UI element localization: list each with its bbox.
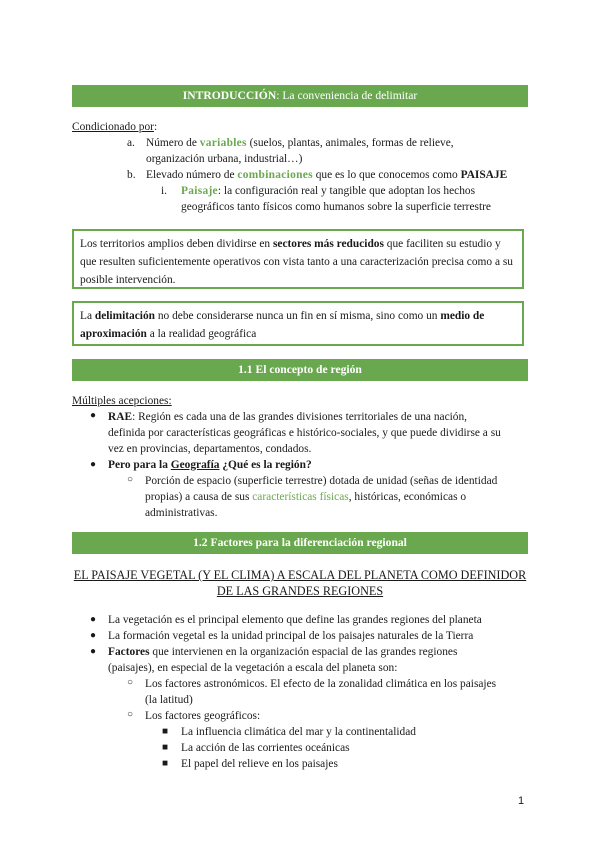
list-item-geografia: Pero para la Geografía ¿Qué es la región? [108, 459, 312, 471]
list-item-rae-cont2: vez en provincias, departamentos, condados. [108, 443, 312, 455]
list-item-porcion: Porción de espacio (superficie terrestre) dotada de unidad (señas de identidad [145, 475, 498, 487]
list-item-vegetacion: La vegetación es el principal elemento que define las grandes regiones del planeta [108, 614, 482, 626]
section-heading-line1: EL PAISAJE VEGETAL (Y EL CLIMA) A ESCALA DEL PLANETA COMO DEFINIDOR [73, 568, 527, 582]
territorios-box: Los territorios amplios deben dividirse en sectores más reducidos que faciliten su estudio y que resulten suficientemente operativos con vista tanto a una caracterización precisa como a su posible intervención. [72, 229, 524, 289]
list-item-porcion-cont1: propias) a causa de sus características físicas, históricas, económicas o [145, 491, 467, 503]
list-item-geograficos: Los factores geográficos: [145, 710, 261, 722]
bullet-square: ■ [162, 726, 169, 737]
list-item-rae-cont1: definida por características geográficas e histórico-sociales, y que puede dividirse a su [108, 427, 501, 439]
list-item-combinaciones: Elevado número de combinaciones que es lo que conocemos como PAISAJE [146, 169, 508, 181]
bullet-circle: ○ [127, 677, 134, 688]
condicionado-label: Condicionado por: [72, 121, 158, 133]
bullet-disc: ● [90, 614, 97, 625]
list-marker-b: b. [127, 169, 136, 181]
bullet-circle: ○ [127, 474, 134, 485]
list-marker-i: i. [161, 185, 168, 197]
intro-title-rest: : La conveniencia de delimitar [276, 89, 418, 102]
list-item-factores-cont: (paisajes), en especial de la vegetación a escala del planeta son: [108, 662, 398, 674]
list-marker-a: a. [127, 137, 135, 149]
list-item-mar: La influencia climática del mar y la continentalidad [181, 726, 416, 738]
delimitacion-box: La delimitación no debe considerarse nunca un fin en sí misma, sino como un medio de aproximación a la realidad geográfica [72, 301, 524, 346]
section-heading-line2: DE LAS GRANDES REGIONES [216, 584, 384, 598]
list-item-rae: RAE: Región es cada una de las grandes divisiones territoriales de una nación, [108, 411, 468, 423]
bullet-square: ■ [162, 742, 169, 753]
intro-section-bar [72, 85, 528, 107]
list-item-paisaje: Paisaje: la configuración real y tangible que adoptan los hechos [181, 185, 476, 197]
section-bar-concepto-region: 1.1 El concepto de región [72, 359, 528, 381]
bullet-disc: ● [90, 630, 97, 641]
list-item-paisaje-cont: geográficos tanto físicos como humanos sobre la superficie terrestre [181, 201, 491, 213]
bullet-circle: ○ [127, 709, 134, 720]
list-item-factores: Factores que intervienen en la organización espacial de las grandes regiones [108, 646, 458, 658]
section-bar-factores: 1.2 Factores para la diferenciación regional [72, 532, 528, 554]
bullet-disc: ● [90, 646, 97, 657]
list-item-astronomicos: Los factores astronómicos. El efecto de la zonalidad climática en los paisajes [145, 678, 497, 690]
bullet-square: ■ [162, 758, 169, 769]
bullet-disc: ● [90, 459, 97, 470]
list-item-variables: Número de variables (suelos, plantas, animales, formas de relieve, [146, 137, 454, 149]
list-item-variables-cont: organización urbana, industrial…) [146, 153, 303, 165]
list-item-porcion-cont2: administrativas. [145, 507, 218, 519]
page-number: 1 [518, 795, 525, 807]
intro-title-bold: INTRODUCCIÓN [182, 89, 277, 102]
list-item-relieve: El papel del relieve en los paisajes [181, 758, 338, 770]
list-item-corrientes: La acción de las corrientes oceánicas [181, 742, 350, 754]
list-item-astronomicos-cont: (la latitud) [145, 694, 193, 706]
bullet-disc: ● [90, 410, 97, 421]
list-item-formacion: La formación vegetal es la unidad principal de los paisajes naturales de la Tierra [108, 630, 474, 642]
acepciones-label: Múltiples acepciones: [72, 395, 172, 407]
